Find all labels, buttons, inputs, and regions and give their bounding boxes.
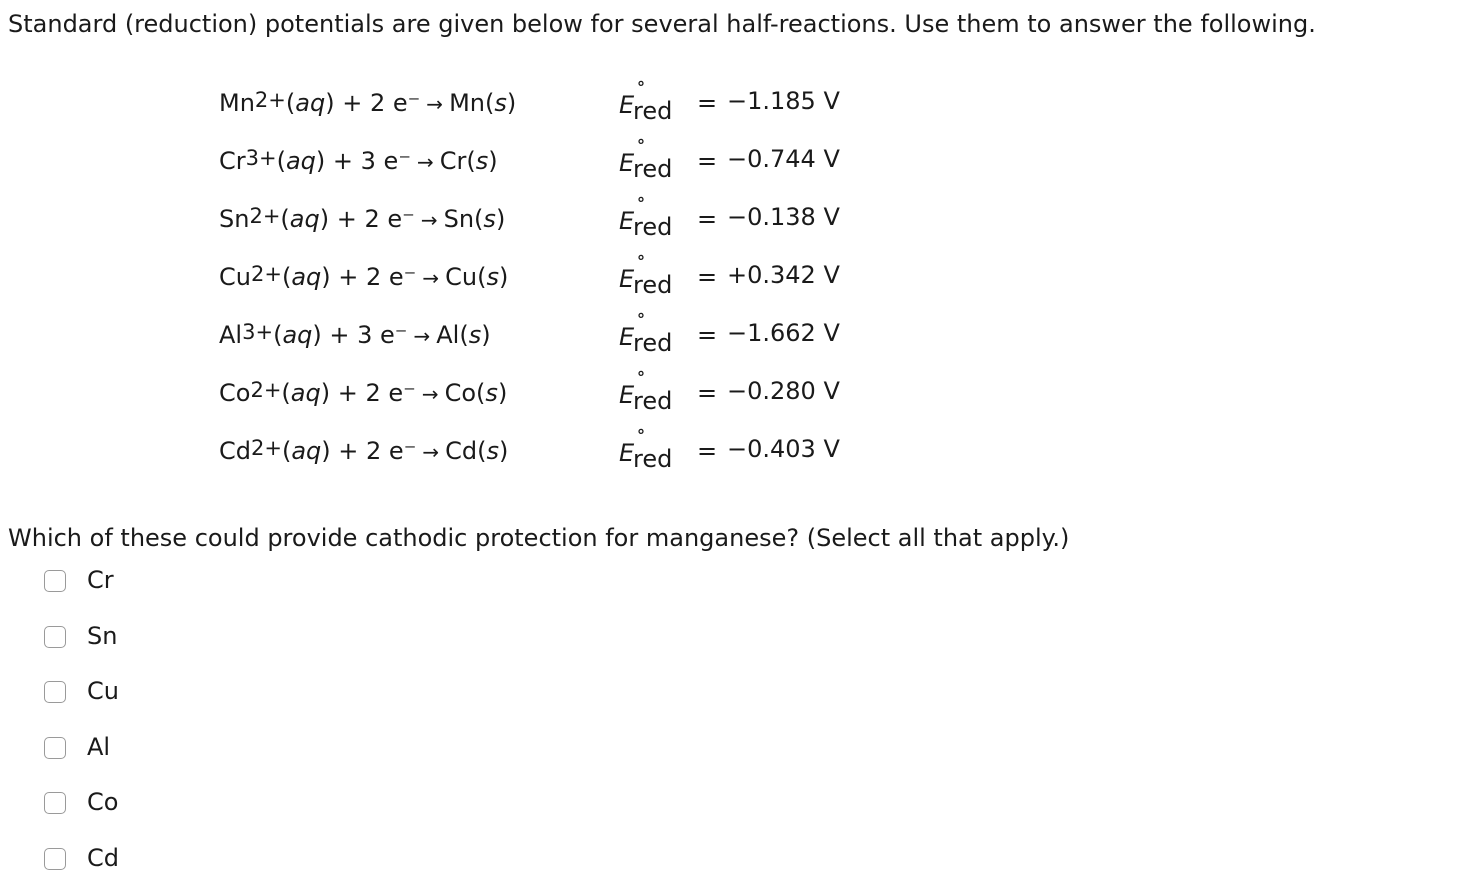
standard-state-symbol: ° [637, 368, 645, 387]
equals-sign: = [697, 205, 718, 233]
intro-text: Standard (reduction) potentials are given below for several half-reactions. Use them to answer the following. [8, 10, 1316, 38]
product-phase: s [494, 89, 507, 117]
equals-sign: = [697, 263, 718, 291]
potential-symbol [619, 252, 685, 304]
option-label-cd[interactable]: Cd [87, 843, 119, 872]
standard-state-symbol: ° [637, 136, 645, 155]
arrow-icon: → [417, 150, 434, 174]
equals-sign: = [697, 147, 718, 175]
product-symbol: Sn [443, 205, 475, 233]
potential-letter: E [619, 381, 635, 409]
ion-phase: aq [291, 437, 322, 465]
product-symbol: Co [444, 379, 477, 407]
ion-symbol: Co [219, 379, 251, 407]
ion-phase: aq [285, 147, 316, 175]
ion-symbol: Cu [219, 263, 251, 291]
standard-state-symbol: ° [637, 78, 645, 97]
electron-count: + 2 e⁻ [338, 437, 417, 465]
potential-letter: E [619, 149, 635, 177]
ion-phase: aq [295, 89, 326, 117]
equals-sign: = [697, 321, 718, 349]
half-reaction-equation: $Cr^{3+}(aq) + 3$ e⁻ → Cr(s) [219, 146, 498, 175]
standard-state-symbol: ° [637, 194, 645, 213]
half-reaction-equation: $Cd^{2+}(aq) + 2$ e⁻ → Cd(s) [219, 436, 509, 465]
potential-subscript: red [633, 97, 673, 125]
potential-value: −0.744 V [727, 145, 840, 173]
potential-value: +0.342 V [727, 261, 840, 289]
product-phase: s [468, 321, 482, 349]
potential-letter: E [619, 265, 635, 293]
electron-count: + 2 e⁻ [336, 205, 415, 233]
ion-symbol: Mn [219, 89, 255, 117]
option-label-sn[interactable]: Sn [87, 621, 118, 650]
electron-count: + 2 e⁻ [338, 263, 417, 291]
ion-symbol: Cr [219, 147, 246, 175]
standard-state-symbol: ° [637, 310, 645, 329]
checkbox-co[interactable] [44, 792, 66, 814]
product-symbol: Cd [445, 437, 478, 465]
potential-letter: E [619, 439, 635, 467]
ion-phase: aq [291, 263, 322, 291]
product-symbol: Cr [439, 147, 467, 175]
ion-charge: 2+ [251, 436, 282, 460]
product-symbol: Al [436, 321, 460, 349]
option-label-cr[interactable]: Cr [87, 566, 114, 594]
ion-symbol: Sn [219, 205, 250, 233]
potential-letter: E [619, 207, 635, 235]
arrow-icon: → [422, 440, 440, 464]
product-symbol: Mn [449, 89, 485, 117]
ion-charge: 3+ [242, 320, 274, 344]
potential-value: −0.280 V [727, 377, 840, 405]
potential-symbol [619, 136, 685, 188]
equals-sign: = [697, 379, 718, 407]
electron-count: + 3 e⁻ [329, 321, 408, 349]
potential-letter: E [619, 91, 635, 119]
half-reaction-equation: $Mn^{2+}(aq) + 2$ e⁻ → Mn(s) [219, 88, 517, 117]
checkbox-al[interactable] [44, 737, 66, 759]
product-phase: s [486, 263, 499, 291]
checkbox-cr[interactable] [44, 570, 66, 592]
product-phase: s [475, 147, 489, 175]
arrow-icon: → [413, 324, 431, 348]
product-symbol: Cu [445, 263, 478, 291]
half-reaction-equation: $Cu^{2+}(aq) + 2$ e⁻ → Cu(s) [219, 262, 509, 291]
checkbox-sn[interactable] [44, 626, 66, 648]
potential-symbol [619, 194, 685, 246]
ion-charge: 2+ [250, 262, 282, 286]
option-label-co[interactable]: Co [87, 788, 119, 816]
potential-symbol [619, 78, 685, 130]
ion-symbol: Cd [219, 437, 251, 465]
potential-symbol [619, 368, 685, 420]
potential-symbol [619, 310, 685, 362]
product-phase: s [483, 205, 496, 233]
checkbox-cd[interactable] [44, 848, 66, 870]
electron-count: + 2 e⁻ [337, 379, 416, 407]
arrow-icon: → [426, 92, 444, 116]
potential-subscript: red [633, 155, 673, 183]
arrow-icon: → [421, 382, 439, 406]
product-phase: s [485, 379, 498, 407]
standard-state-symbol: ° [637, 426, 645, 445]
half-reaction-equation: $Al^{3+}(aq) + 3$ e⁻ → Al(s) [219, 320, 491, 349]
potential-subscript: red [633, 445, 673, 473]
potential-value: −0.403 V [727, 435, 840, 463]
equals-sign: = [697, 89, 718, 117]
arrow-icon: → [422, 266, 440, 290]
potential-letter: E [619, 323, 635, 351]
electron-count: + 2 e⁻ [342, 89, 421, 117]
ion-charge: 2+ [249, 204, 281, 228]
electron-count: + 3 e⁻ [332, 147, 411, 175]
option-label-cu[interactable]: Cu [87, 677, 119, 705]
potential-value: −0.138 V [727, 203, 840, 231]
standard-state-symbol: ° [637, 252, 645, 271]
potential-value: −1.662 V [727, 319, 840, 347]
potential-subscript: red [633, 329, 673, 357]
ion-symbol: Al [219, 321, 243, 349]
ion-charge: 2+ [254, 88, 286, 112]
ion-phase: aq [282, 321, 313, 349]
potential-subscript: red [633, 387, 673, 415]
equals-sign: = [697, 437, 718, 465]
half-reaction-equation: $Co^{2+}(aq) + 2$ e⁻ → Co(s) [219, 378, 508, 407]
potential-subscript: red [633, 213, 673, 241]
ion-charge: 2+ [250, 378, 282, 402]
potential-subscript: red [633, 271, 673, 299]
ion-charge: 3+ [245, 146, 277, 170]
checkbox-cu[interactable] [44, 681, 66, 703]
potential-symbol [619, 426, 685, 478]
half-reaction-equation: $Sn^{2+}(aq) + 2$ e⁻ → Sn(s) [219, 204, 506, 233]
product-phase: s [486, 437, 500, 465]
ion-phase: aq [290, 379, 321, 407]
arrow-icon: → [420, 208, 438, 232]
potential-value: −1.185 V [727, 87, 840, 115]
option-label-al[interactable]: Al [87, 732, 111, 761]
question-text: Which of these could provide cathodic protection for manganese? (Select all that apply.) [8, 524, 1070, 552]
ion-phase: aq [289, 205, 320, 233]
